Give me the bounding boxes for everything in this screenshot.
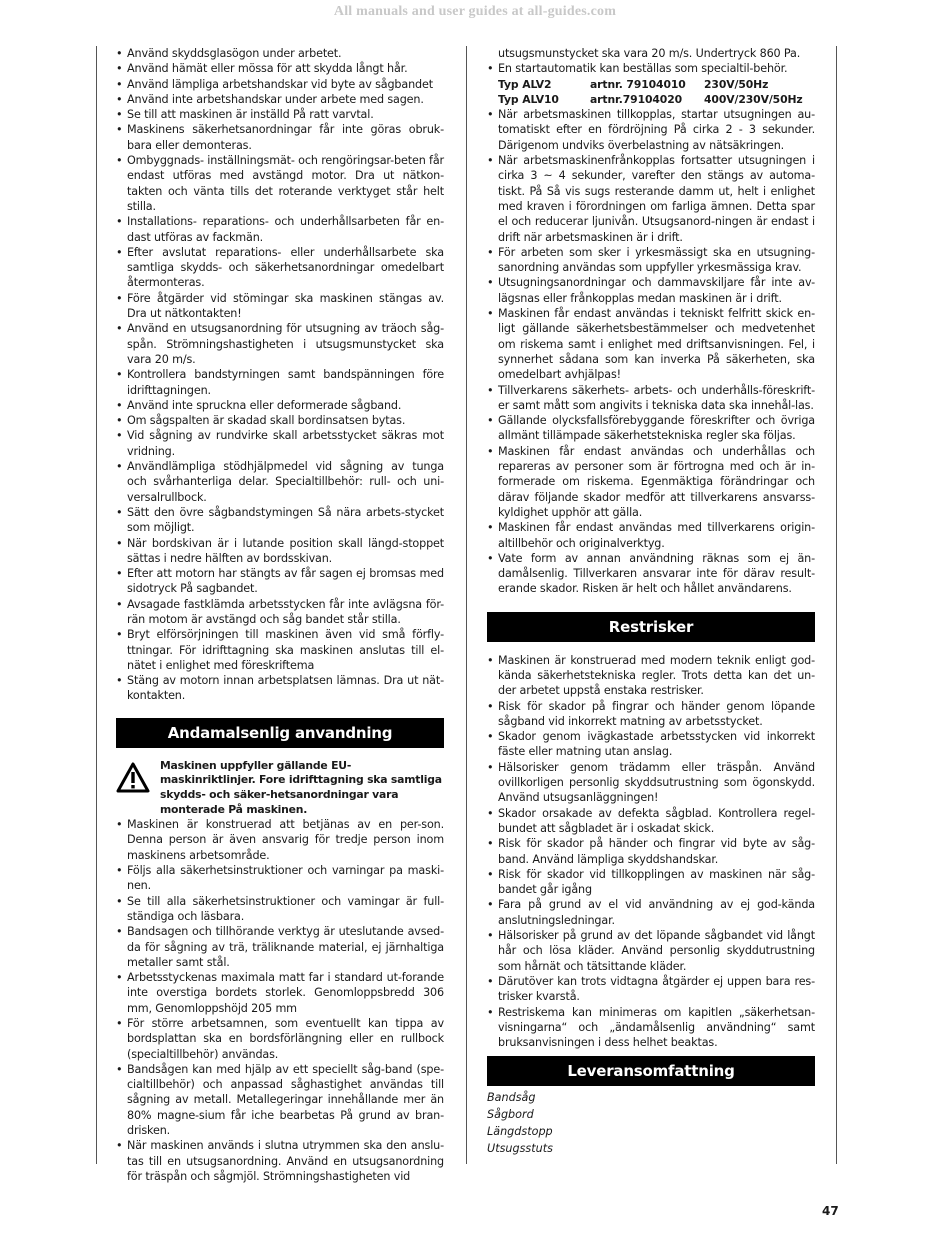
article-number: artnr. 79104010 xyxy=(590,77,686,91)
article-voltage: 230V/50Hz xyxy=(704,77,769,91)
list-item: • Stäng av motorn innan arbetsplatsen lämnas. Dra ut nät-kontakten. xyxy=(116,673,444,704)
page-number: 47 xyxy=(822,1204,839,1218)
list-item: • Använd hämät eller mössa för att skydda långt hår. xyxy=(116,61,444,76)
list-item: • Skador genom ivägkastade arbetsstycken vid inkorrekt fäste eller matning utan anslag. xyxy=(487,729,815,760)
left-column xyxy=(116,46,444,1184)
extraction-list xyxy=(487,107,815,597)
list-item: • Maskinens säkerhetsanordningar får inte göras obruk-bara eller demonteras. xyxy=(116,122,444,153)
column-rule-left xyxy=(96,46,97,1164)
list-item: • Maskinen är konstruerad med modern teknik enligt god-kända säkerhetstekniska regler. Trots detta kan det un-der arbetet uppstå enstaka restrisker. xyxy=(487,653,815,699)
article-type: Typ ALV2 xyxy=(498,77,552,91)
list-item: • Därutöver kan trots vidtagna åtgärder ej uppen bara res-trisker kvarstå. xyxy=(487,974,815,1005)
list-item: • För arbeten som sker i yrkesmässigt ska en utsugning-sanordning användas som uppfyller yrkesmässiga krav. xyxy=(487,245,815,276)
list-item: • Använd inte spruckna eller deformerade sågband. xyxy=(116,398,444,413)
list-item: • Risk för skador vid tillkopplingen av maskinen när såg-bandet går igång xyxy=(487,867,815,898)
list-item: • Risk för skador på fingrar och händer genom löpande sågband vid inkorrekt matning av arbetsstycket. xyxy=(487,699,815,730)
list-item: • Före åtgärder vid stömingar ska maskinen stängas av. Dra ut nätkontakten! xyxy=(116,291,444,322)
delivery-list xyxy=(487,1089,815,1157)
list-item: • Se till alla säkerhetsinstruktioner och vamingar är full-ständiga och läsbara. xyxy=(116,894,444,925)
list-item: • När arbetsmaskinen tillkopplas, startar utsugningen au-tomatiskt efter en fördröjning På cirka 2 - 3 sekunder. Därigenom undviks överbelastning av nätsäkringen. xyxy=(487,107,815,153)
list-item: • När bordskivan är i lutande position skall längd-stoppet sättas i nedre hälften av bordsskivan. xyxy=(116,536,444,567)
article-row xyxy=(487,77,815,92)
list-item: • Skador orsakade av defekta sågblad. Kontrollera regel-bundet att sågbladet är i oskadat skick. xyxy=(487,806,815,837)
safety-list xyxy=(116,46,444,704)
list-item: Längdstopp xyxy=(487,1125,553,1139)
warning-icon xyxy=(116,762,150,793)
section-heading-restrisker: Restrisker xyxy=(487,612,815,642)
list-item: • Maskinen får endast användas och underhållas och repareras av personer som är förtrogna med och är in-formerade om riskema. Egenmäktiga förändringar och därav följande skador medför att tillverkarens ansvarss-kyldighet upphör att gälla. xyxy=(487,444,815,520)
list-item: • Se till att maskinen är inställd På ratt varvtal. xyxy=(116,107,444,122)
article-number: artnr.79104020 xyxy=(590,92,683,106)
list-item: • Efter avslutat reparations- eller underhållsarbete ska samtliga skydds- och säkerhetsanordningar omedelbart återmonteras. xyxy=(116,245,444,291)
list-item: • Ombyggnads- inställningsmät- och rengöringsar-beten får endast utföras med avstängd motor. Dra ut nätkon-takten och vänta tills det roterande verktyget står helt stilla. xyxy=(116,153,444,214)
list-item: • När arbetsmaskinenfrånkopplas fortsatter utsugningen i cirka 3 ~ 4 sekunder, varefter den stängs av automa-tiskt. På Så vis sugs resterande damm ut, helt i enlighet med kraven i förordningen om farliga ämnen. Detta spar el och reducerar ljunivån. Utsugsanord-ningen är endast i drift när arbetsmaskinen är i drift. xyxy=(487,153,815,245)
list-item: • Använd en utsugsanordning för utsugning av träoch såg-spån. Strömningshastigheten i utsugsmunstycket ska vara 20 m/s. xyxy=(116,321,444,367)
list-item: • Risk för skador på händer och fingrar vid byte av såg-band. Använd lämpliga skyddshandskar. xyxy=(487,836,815,867)
list-item: • Om sågspalten är skadad skall bordinsatsen bytas. xyxy=(116,413,444,428)
list-item: • Använd lämpliga arbetshandskar vid byte av sågbandet xyxy=(116,77,444,92)
list-item: • För större arbetsamnen, som eventuellt kan tippa av bordsplattan ska en bordsförlängning eller en rullbock (specialtillbehör) användas. xyxy=(116,1016,444,1062)
column-rule-right xyxy=(836,46,837,1164)
list-item: • Kontrollera bandstyrningen samt bandspänningen före idrifttagningen. xyxy=(116,367,444,398)
list-item: • Använd inte arbetshandskar under arbete med sagen. xyxy=(116,92,444,107)
warning-note xyxy=(116,759,444,817)
list-item: • Vid sågning av rundvirke skall arbetsstycket säkras mot vridning. xyxy=(116,428,444,459)
list-item: • Hälsorisker genom trädamm eller träspån. Använd ovillkorligen personlig skyddsutrustning som ögonskydd. Använd utsugsanläggningen! xyxy=(487,760,815,806)
usage-list xyxy=(116,817,444,1184)
section-heading-andamalsenlig: Andamalsenlig anvandning xyxy=(116,718,444,748)
watermark: All manuals and user guides at all-guides.com xyxy=(333,4,617,19)
list-item: • Installations- reparations- och underhållsarbeten får en-dast utföras av fackmän. xyxy=(116,214,444,245)
continued-text: utsugsmunstycket ska vara 20 m/s. Undertryck 860 Pa. xyxy=(498,47,801,60)
list-item: • Sätt den övre sågbandstymingen Så nära arbets-stycket som möjligt. xyxy=(116,505,444,536)
list-item: • Maskinen får endast användas i tekniskt felfritt skick en-ligt gällande säkerhetsbestämmelser och medvetenhet om riskema samt i enlighet med driftsanvisningen. Fel, i synnerhet sådana som kan inverka På säkerheten, ska omedelbart avhjälpas! xyxy=(487,306,815,382)
list-item: • Bryt elförsörjningen till maskinen även vid små förfly-ttningar. För idrifttagning ska maskinen anslutas till el-nätet i enlighet med föreskriftema xyxy=(116,627,444,673)
list-item: • Maskinen får endast användas med tillverkarens origin-altillbehör och originalverktyg. xyxy=(487,520,815,551)
list-item: • Efter att motorn har stängts av får sagen ej bromsas med sidotryck På sagbandet. xyxy=(116,566,444,597)
right-column xyxy=(487,46,815,1157)
section-heading-leveransomfattning: Leveransomfattning xyxy=(487,1056,815,1086)
list-item: • När maskinen används i slutna utrymmen ska den anslu-tas till en utsugsanordning. Använd en utsugsanordning för träspån och sågmjöl. Strömningshastigheten vid xyxy=(116,1138,444,1184)
list-item: • Följs alla säkerhetsinstruktioner och varningar pa maski-nen. xyxy=(116,863,444,894)
list-item: Sågbord xyxy=(487,1108,534,1122)
list-item: Utsugsstuts xyxy=(487,1142,553,1156)
list-item: • Bandsagen och tillhörande verktyg är uteslutande avsed-da för sågning av trä, träliknande material, ej järnhaltiga metaller samt stål. xyxy=(116,924,444,970)
list-item: • Arbetsstyckenas maximala matt far i standard ut-forande inte overstiga bordets storlek. Genomloppsbredd 306 mm, Genomloppshöjd 205 mm xyxy=(116,970,444,1016)
list-item: • En startautomatik kan beställas som specialtil-behör. xyxy=(487,61,815,76)
list-item: • Maskinen är konstruerad att betjänas av en per-son. Denna person är även ansvarig för tredje person inom maskinens arbetsområde. xyxy=(116,817,444,863)
list-item: • Fara på grund av el vid användning av ej god-kända anslutningsledningar. xyxy=(487,897,815,928)
list-item: • Restriskema kan minimeras om kapitlen „säkerhetsan-visningarna“ och „ändamålsenlig användning“ samt bruksanvisningen i dess helhet beaktas. xyxy=(487,1005,815,1051)
restrisker-list xyxy=(487,653,815,1051)
list-item: • Använd skyddsglasögon under arbetet. xyxy=(116,46,444,61)
list-item: • Tillverkarens säkerhets- arbets- och underhålls-föreskrift-er samt mått som angivits i tekniska data ska innehål-las. xyxy=(487,383,815,414)
article-type: Typ ALV10 xyxy=(498,92,559,106)
list-item: • Bandsågen kan med hjälp av ett speciellt såg-band (spe-cialtillbehör) och anpassad såghastighet användas till sågning av metall. Metallegeringar innehållande mer än 80% magne-sium får iche bearbetas På grund av bran-drisken. xyxy=(116,1062,444,1138)
article-row xyxy=(487,92,815,107)
start-list xyxy=(487,61,815,76)
column-rule-middle xyxy=(466,46,467,1164)
list-item: • Avsagade fastklämda arbetsstycken får inte avlägsna för-rän motom är avstängd och såg bandet står stilla. xyxy=(116,597,444,628)
article-voltage: 400V/230V/50Hz xyxy=(704,92,803,106)
list-item: • Utsugningsanordningar och dammavskiljare får inte av-lägsnas eller frånkopplas medan maskinen är i drift. xyxy=(487,275,815,306)
list-item: Bandsåg xyxy=(487,1091,536,1105)
warning-text: Maskinen uppfyller gällande EU-maskinriktlinjer. Fore idrifttagning ska samtliga skydds- och säker-hetsanordningar vara monterade På maskinen. xyxy=(160,758,442,816)
list-item: • Hälsorisker på grund av det löpande sågbandet vid långt hår och lösa kläder. Använd personlig skyddutrustning som hårnät och tätsittande kläder. xyxy=(487,928,815,974)
list-item: • Vate form av annan användning räknas som ej än-damålsenlig. Tillverkaren ansvarar inte för därav result-erande skador. Risken är helt och hållet användarens. xyxy=(487,551,815,597)
list-item: • Användlämpliga stödhjälpmedel vid sågning av tunga och svårhanterliga delar. Specialtillbehör: rull- och uni-versalrullbock. xyxy=(116,459,444,505)
list-item: • Gällande olycksfallsförebyggande föreskrifter och övriga allmänt tillämpade säkerhetstekniska regler ska följas. xyxy=(487,413,815,444)
